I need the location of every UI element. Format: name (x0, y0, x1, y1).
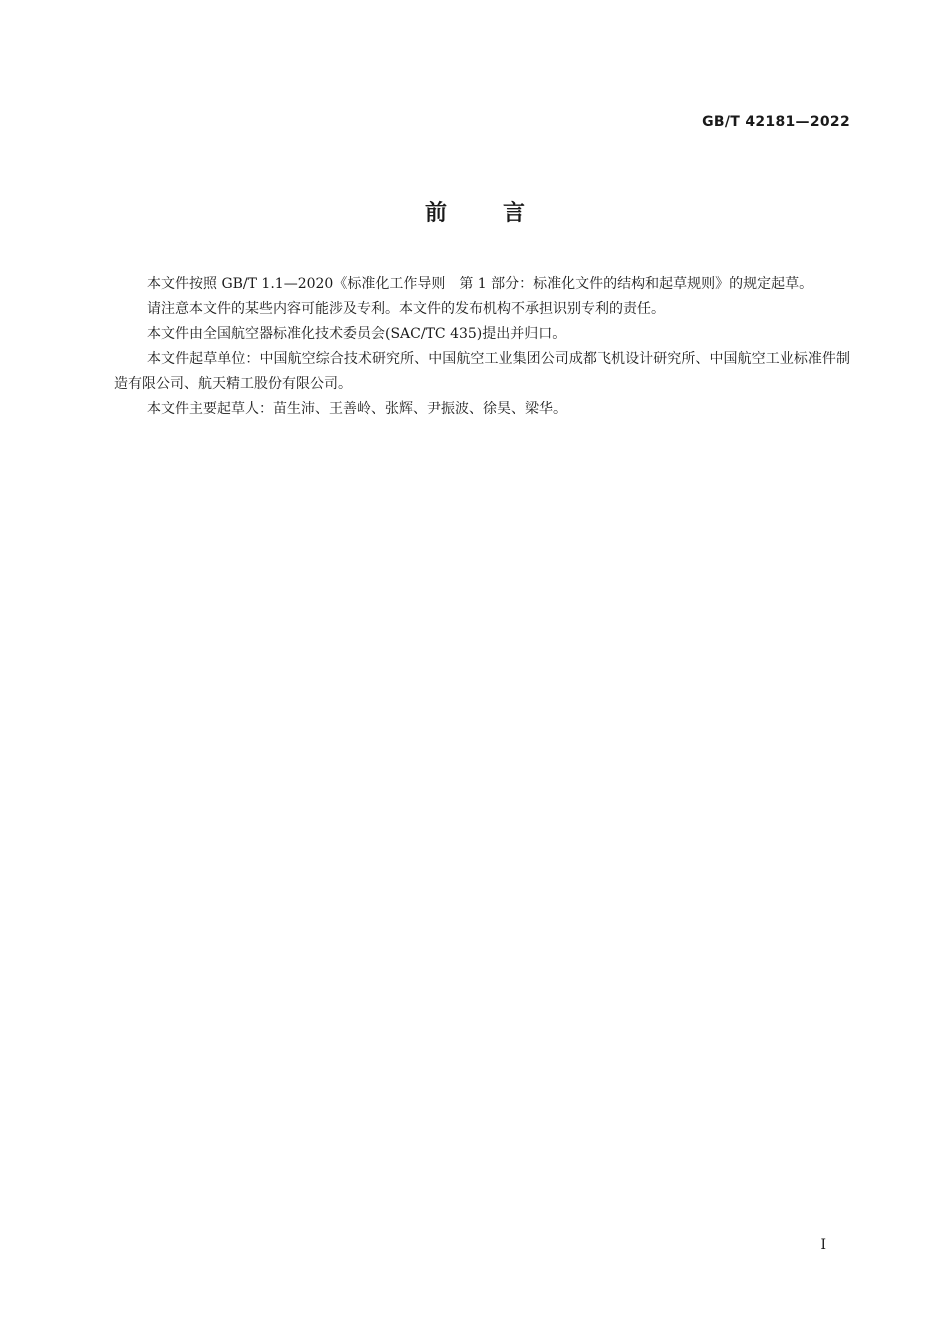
paragraph-patent-notice: 请注意本文件的某些内容可能涉及专利。本文件的发布机构不承担识别专利的责任。 (147, 301, 665, 317)
paragraph-drafting-basis: 本文件按照 GB/T 1.1—2020《标准化工作导则 第 1 部分：标准化文件的结构和起草规则》的规定起草。 (147, 276, 814, 292)
page-title: 前言 (424, 201, 581, 226)
document-code: GB/T 42181—2022 (702, 114, 850, 130)
paragraph-drafters: 本文件主要起草人：苗生沛、王善岭、张辉、尹振波、徐昊、梁华。 (147, 401, 567, 417)
paragraph-proposer: 本文件由全国航空器标准化技术委员会(SAC/TC 435)提出并归口。 (147, 326, 567, 342)
page-number: I (820, 1237, 826, 1253)
body-text (114, 272, 850, 422)
paragraph-drafting-units: 本文件起草单位：中国航空综合技术研究所、中国航空工业集团公司成都飞机设计研究所、中国航空工业标准件制造有限公司、航天精工股份有限公司。 (114, 351, 850, 392)
